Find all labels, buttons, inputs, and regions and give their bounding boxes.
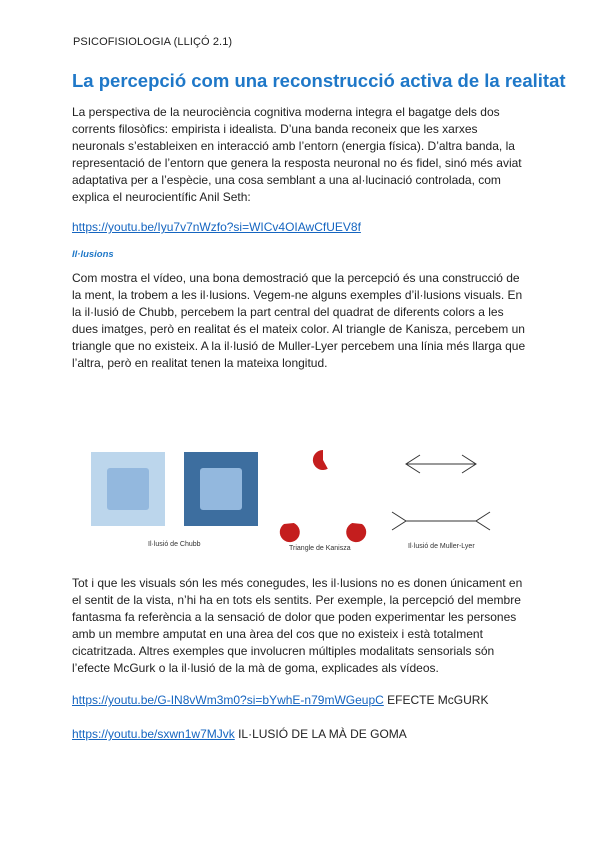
rubber-hand-link-line bbox=[72, 727, 407, 741]
kanizsa-pacman-right bbox=[346, 523, 366, 542]
caption-kanizsa: Triangle de Kanisza bbox=[289, 545, 351, 552]
muller-lyer-bottom-line bbox=[392, 512, 490, 530]
kanizsa-pacman-top bbox=[313, 450, 328, 470]
rubber-hand-label: IL·LUSIÓ DE LA MÀ DE GOMA bbox=[234, 727, 407, 741]
intro-paragraph: La perspectiva de la neurociència cognitiva moderna integra el bagatge dels dos corrents filosòfics: empirista i idealista. D’una banda reconeix que les xarxes neuronals s’estableixen en interacció amb l’entorn (energia física). D’altra banda, la representació de l’entorn que genera la resposta neuronal no és fidel, sinó més aviat adaptativa per a l’espècie, una cosa semblant a una al·lucinació controlada, com explica el neurocientífic Anil Seth: bbox=[72, 105, 522, 204]
page-title: La percepció com una reconstrucció activa de la realitat bbox=[72, 70, 566, 91]
muller-lyer-top-line bbox=[406, 455, 476, 473]
chubb-light-center bbox=[107, 468, 149, 510]
page-header: PSICOFISIOLOGIA (LLIÇÓ 2.1) bbox=[73, 36, 233, 48]
section-heading-illusions: Il·lusions bbox=[72, 249, 114, 260]
caption-chubb: Il·lusió de Chubb bbox=[148, 541, 201, 548]
chubb-dark-center bbox=[200, 468, 242, 510]
mcgurk-link-line bbox=[72, 693, 488, 707]
video-link-anil-seth-line bbox=[72, 220, 361, 234]
illusions-paragraph: Com mostra el vídeo, una bona demostració que la percepció és una construcció de la ment, la trobem a les il·lusions. Vegem-ne alguns exemples d’il·lusions visuals. En la il·lusió de Chubb, percebem la part central del quadrat de diferents colors a les dues imatges, però en realitat és el mateix color. Al triangle de Kanisza, percebem un triangle que no existeix. A la il·lusió de Muller-Lyer percebem una línia més llarga que l’altra, però en realitat tenen la mateixa longitud. bbox=[72, 271, 526, 370]
video-link-anil-seth[interactable]: https://youtu.be/Iyu7v7nWzfo?si=WICv4OIAwCfUEV8f bbox=[72, 220, 361, 234]
mcgurk-label: EFECTE McGURK bbox=[383, 693, 489, 707]
closing-paragraph: Tot i que les visuals són les més conegudes, les il·lusions no es donen únicament en el sentit de la vista, n’hi ha en tots els sentits. Per exemple, la percepció del membre fantasma fa referència a la sensació de dolor que poden experimentar les persones amb un membre amputat en una àrea del cos que no existeix i està totalment cicatritzada. Altres exemples que involucren múltiples modalitats sensorials són l’efecte McGurk o la il·lusió de la mà de goma, explicades als vídeos. bbox=[72, 576, 523, 675]
caption-muller-lyer: Il·lusió de Muller-Lyer bbox=[408, 543, 475, 550]
video-link-rubber-hand[interactable]: https://youtu.be/sxwn1w7MJvk bbox=[72, 727, 235, 741]
video-link-mcgurk[interactable]: https://youtu.be/G-IN8vWm3m0?si=bYwhE-n79mWGeupC bbox=[72, 693, 384, 707]
kanizsa-pacman-left bbox=[280, 523, 300, 542]
